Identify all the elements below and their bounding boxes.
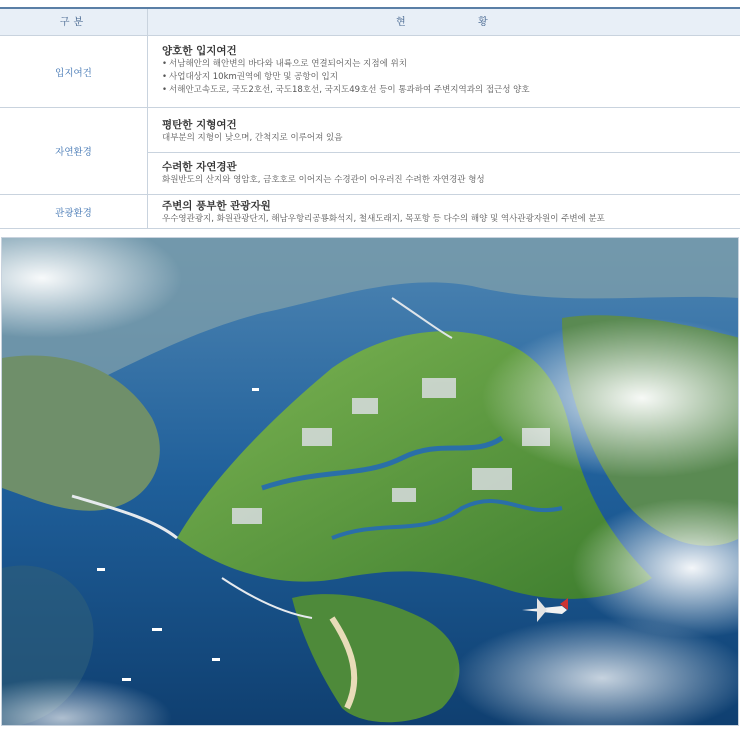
section-line: 우수영관광지, 화원관광단지, 해남우항리공룡화석지, 철새도래지, 목포항 등 다수의 해양 및 역사관광자원이 주변에 분포	[162, 214, 605, 224]
status-table	[0, 7, 740, 227]
table-header	[0, 9, 740, 36]
section-title: 양호한 입지여건	[162, 45, 237, 57]
table-row	[0, 36, 740, 108]
section-line: 화원반도의 산지와 영암호, 금호호로 이어지는 수경관이 어우러진 수려한 자연경관 형성	[162, 175, 485, 185]
section-line: • 서해안고속도로, 국도2호선, 국도18호선, 국지도49호선 등이 통과하여 주변지역과의 접근성 양호	[162, 84, 530, 97]
section	[162, 160, 485, 187]
header-category: 구분	[0, 9, 148, 36]
section-title: 평탄한 지형여건	[162, 119, 237, 131]
section	[162, 44, 530, 97]
aerial-rendering-image	[1, 237, 739, 726]
row-label-nature: 자연환경	[0, 108, 148, 194]
aerial-rendering-illustration	[2, 238, 739, 726]
section	[162, 199, 605, 226]
section-title: 수려한 자연경관	[162, 161, 237, 173]
header-status-char-2: 황	[478, 17, 488, 28]
section-line: • 서남해안의 해안변의 바다와 내륙으로 연결되어지는 지점에 위치	[162, 58, 530, 71]
section-divider	[148, 152, 740, 153]
table-row	[0, 108, 740, 195]
table-row	[0, 195, 740, 229]
section	[162, 118, 342, 145]
row-label-location: 입지여건	[0, 36, 148, 107]
section-line: • 사업대상지 10km권역에 항만 및 공항이 입지	[162, 71, 530, 84]
header-status	[148, 9, 740, 36]
row-label-tourism: 관광환경	[0, 195, 148, 228]
section-title: 주변의 풍부한 관광자원	[162, 200, 271, 212]
header-status-char-1: 현	[396, 17, 406, 28]
section-line: 대부분의 지형이 낮으며, 간척지로 이루어져 있음	[162, 133, 343, 143]
